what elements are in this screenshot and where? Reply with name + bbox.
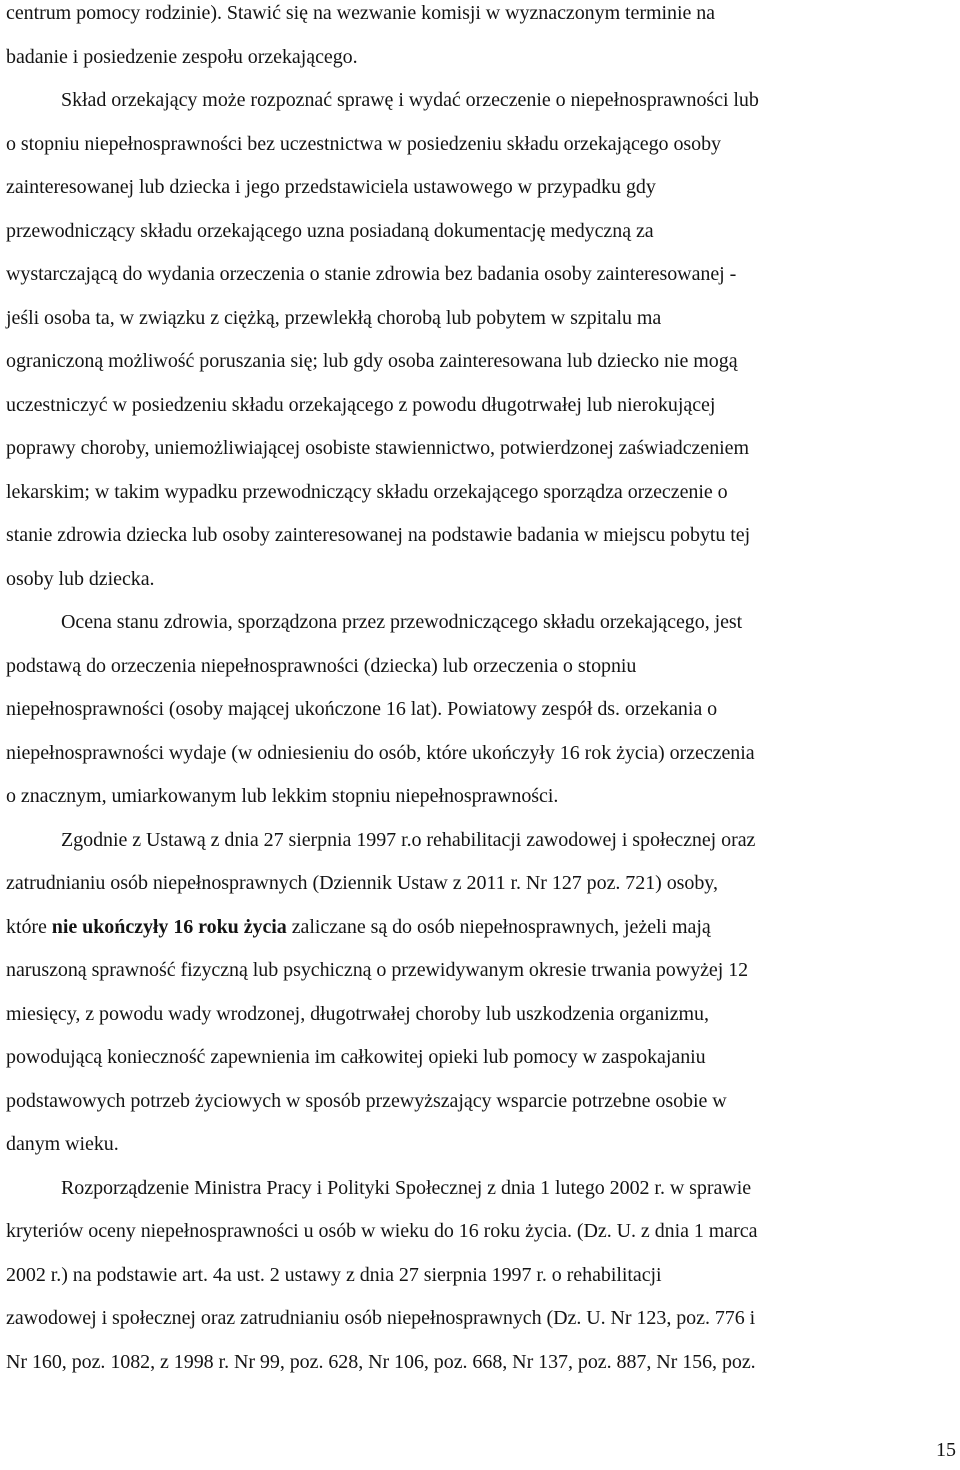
text-line: podstawowych potrzeb życiowych w sposób przewyższający wsparcie potrzebne osobie w: [6, 1089, 727, 1112]
paragraph-ustawa: [6, 827, 960, 1175]
text-line: Nr 160, poz. 1082, z 1998 r. Nr 99, poz. 628, Nr 106, poz. 668, Nr 137, poz. 887, Nr 156, poz.: [6, 1350, 756, 1373]
paragraph-continuation: [6, 0, 960, 87]
text-line: Ocena stanu zdrowia, sporządzona przez przewodniczącego składu orzekającego, jest: [61, 611, 743, 633]
text-line: jeśli osoba ta, w związku z ciężką, przewlekłą chorobą lub pobytem w szpitalu ma: [6, 306, 662, 329]
page-number: 15: [936, 1439, 956, 1461]
text-line: Skład orzekający może rozpoznać sprawę i wydać orzeczenie o niepełnosprawności lub: [61, 89, 759, 111]
text-line: ograniczoną możliwość poruszania się; lub gdy osoba zainteresowana lub dziecko nie mogą: [6, 350, 738, 372]
document-body: [6, 0, 960, 1392]
text-line: wystarczającą do wydania orzeczenia o stanie zdrowia bez badania osoby zainteresowanej -: [6, 263, 737, 285]
text-line: uczestniczyć w posiedzeniu składu orzekającego z powodu długotrwałej lub nierokującej: [6, 393, 716, 416]
text-line: o znacznym, umiarkowanym lub lekkim stopniu niepełnosprawności.: [6, 785, 559, 807]
text-segment: zaliczane są do osób niepełnosprawnych, jeżeli mają: [286, 915, 711, 938]
text-line: Rozporządzenie Ministra Pracy i Polityki Społecznej z dnia 1 lutego 2002 r. w sprawie: [61, 1176, 752, 1199]
paragraph-ocena-stanu-zdrowia: [6, 609, 960, 827]
text-line: niepełnosprawności (osoby mającej ukończone 16 lat). Powiatowy zespół ds. orzekania o: [6, 698, 718, 720]
text-line: niepełnosprawności wydaje (w odniesieniu do osób, które ukończyły 16 rok życia) orzeczenia: [6, 741, 755, 764]
text-line: powodującą konieczność zapewnienia im całkowitej opieki lub pomocy w zaspokajaniu: [6, 1046, 706, 1068]
text-line: lekarskim; w takim wypadku przewodniczący składu orzekającego sporządza orzeczenie o: [6, 480, 728, 503]
text-line: podstawą do orzeczenia niepełnosprawności (dziecka) lub orzeczenia o stopniu: [6, 654, 637, 677]
text-segment: które: [6, 915, 52, 938]
text-line: zatrudnianiu osób niepełnosprawnych (Dziennik Ustaw z 2011 r. Nr 127 poz. 721) osoby,: [6, 872, 718, 894]
text-line: osoby lub dziecka.: [6, 567, 155, 590]
paragraph-rozporzadzenie: [6, 1175, 960, 1393]
text-line: badanie i posiedzenie zespołu orzekającego.: [6, 45, 358, 68]
paragraph-sklad-orzekajacy: [6, 87, 960, 609]
text-line: zainteresowanej lub dziecka i jego przedstawiciela ustawowego w przypadku gdy: [6, 176, 656, 198]
text-line: naruszoną sprawność fizyczną lub psychiczną o przewidywanym okresie trwania powyżej 12: [6, 959, 749, 981]
text-line: poprawy choroby, uniemożliwiającej osobiste stawiennictwo, potwierdzonej zaświadczeniem: [6, 437, 749, 459]
text-line: Zgodnie z Ustawą z dnia 27 sierpnia 1997 r.o rehabilitacji zawodowej i społecznej oraz: [61, 828, 756, 851]
text-line: stanie zdrowia dziecka lub osoby zainteresowanej na podstawie badania w miejscu pobytu tej: [6, 524, 751, 546]
bold-emphasis: nie ukończyły 16 roku życia: [51, 915, 287, 938]
text-line: zawodowej i społecznej oraz zatrudnianiu osób niepełnosprawnych (Dz. U. Nr 123, poz. 776 i: [6, 1307, 756, 1329]
text-line: centrum pomocy rodzinie). Stawić się na wezwanie komisji w wyznaczonym terminie na: [6, 2, 716, 24]
text-line: o stopniu niepełnosprawności bez uczestnictwa w posiedzeniu składu orzekającego osoby: [6, 132, 721, 155]
text-line-with-emphasis: [6, 914, 960, 958]
text-line: przewodniczący składu orzekającego uzna posiadaną dokumentację medyczną za: [6, 219, 654, 242]
text-line: kryteriów oceny niepełnosprawności u osób w wieku do 16 roku życia. (Dz. U. z dnia 1 marca: [6, 1220, 758, 1242]
text-line: danym wieku.: [6, 1133, 119, 1155]
text-line: miesięcy, z powodu wady wrodzonej, długotrwałej choroby lub uszkodzenia organizmu,: [6, 1002, 709, 1025]
text-line: 2002 r.) na podstawie art. 4a ust. 2 ustawy z dnia 27 sierpnia 1997 r. o rehabilitacji: [6, 1263, 662, 1286]
